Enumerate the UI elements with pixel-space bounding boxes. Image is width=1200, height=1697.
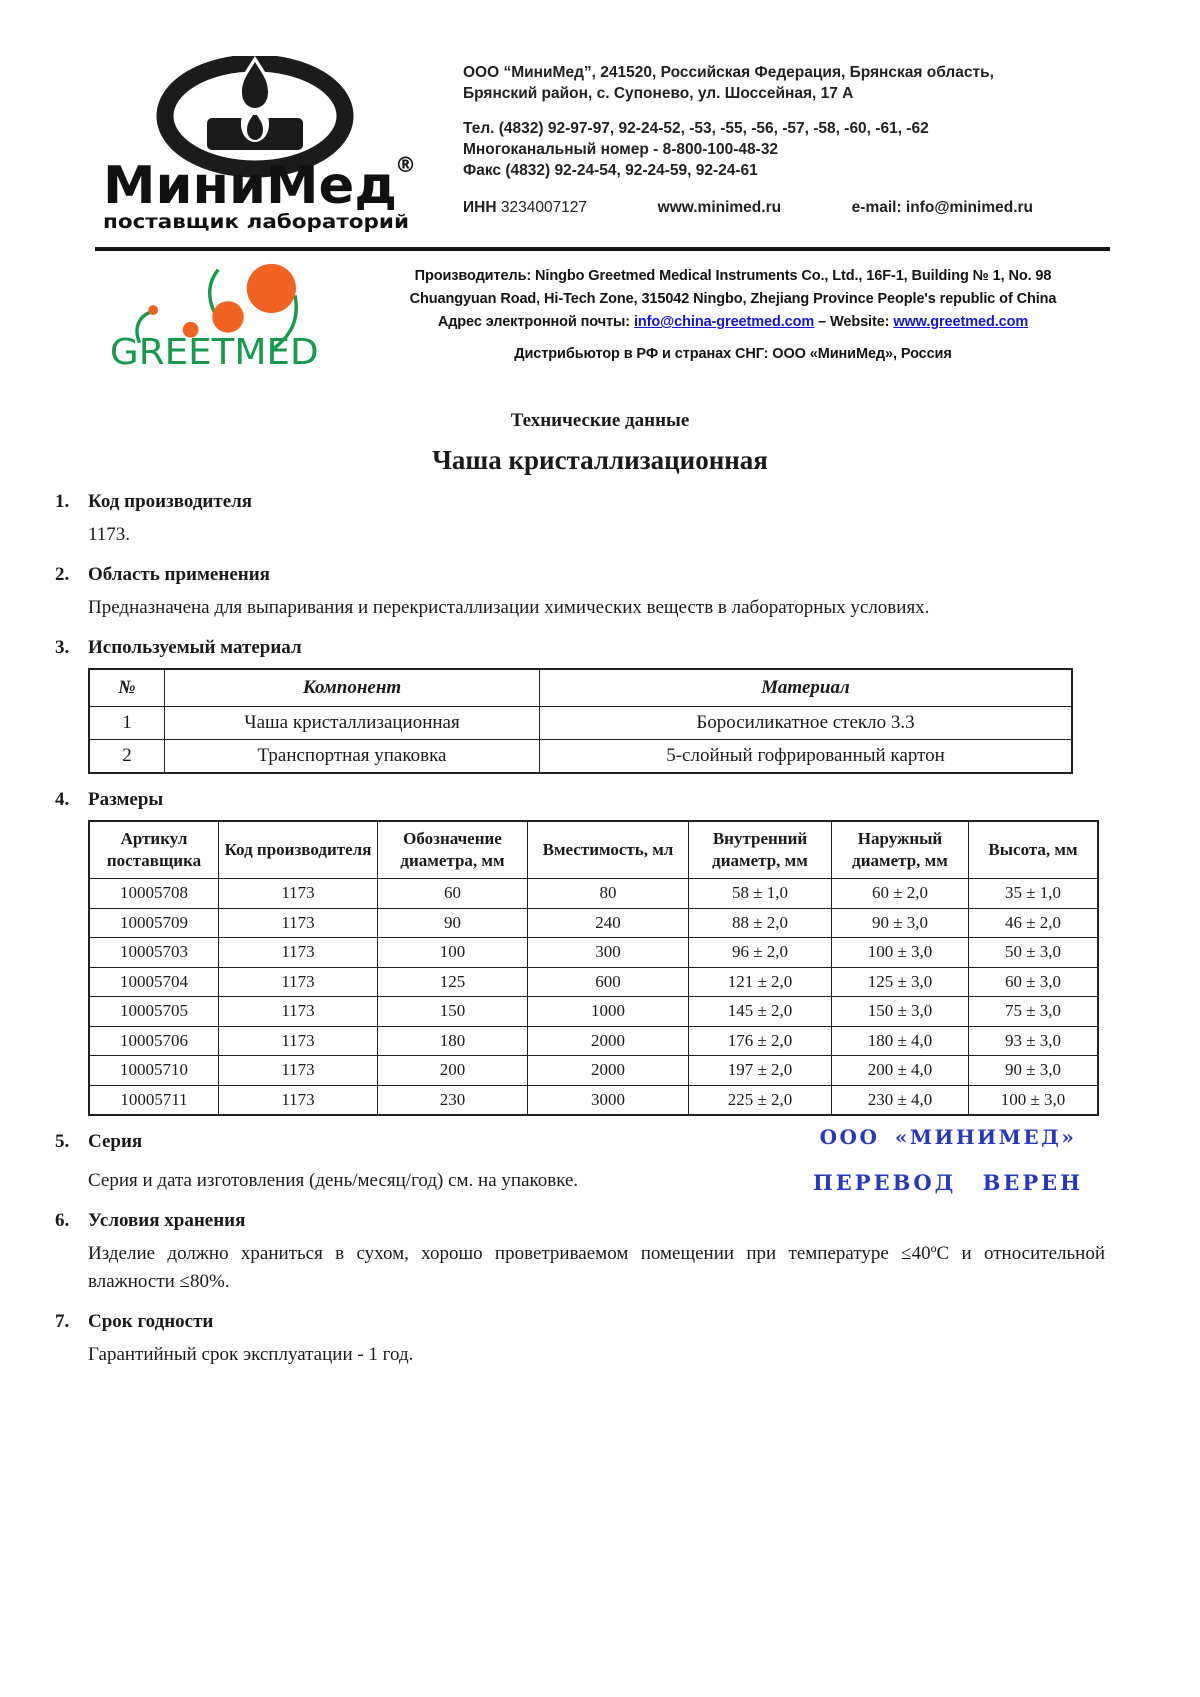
greetmed-logo: [102, 253, 358, 376]
phone-line: Тел. (4832) 92-97-97, 92-24-52, -53, -55, -56, -57, -58, -60, -61, -62: [463, 120, 929, 137]
table-row: [89, 938, 1098, 968]
manufacturer-line2: Chuangyuan Road, Hi-Tech Zone, 315042 Ningbo, Zhejiang Province People's republic of China: [409, 291, 1057, 307]
table-cell: 90 ± 3,0: [969, 1056, 1099, 1086]
minimed-logo: [95, 56, 417, 237]
section-number: 2.: [55, 564, 70, 585]
column-header: Высота, мм: [969, 821, 1099, 879]
table-cell: 1173: [219, 967, 378, 997]
greetmed-wordmark: GREETMED: [109, 332, 319, 371]
section-number: 6.: [55, 1210, 70, 1231]
table-cell: 80: [528, 879, 689, 909]
manufacturer-links-separator: – Website:: [814, 314, 894, 330]
section-heading: Используемый материал: [88, 637, 302, 658]
section-heading: Размеры: [88, 789, 164, 810]
table-cell: 60 ± 3,0: [969, 967, 1099, 997]
column-header: Внутренний диаметр, мм: [689, 821, 832, 879]
table-row: [89, 1056, 1098, 1086]
table-cell: 3000: [528, 1085, 689, 1115]
section-body: 1173.: [88, 524, 131, 545]
table-cell: Транспортная упаковка: [165, 740, 540, 774]
translation-stamp: [783, 1125, 1113, 1195]
table-header-row: [89, 821, 1098, 879]
company-address-line1: ООО “МиниМед”, 241520, Российская Федерация, Брянская область,: [463, 64, 994, 81]
manufacturer-email-label: Адрес электронной почты:: [437, 314, 634, 330]
table-cell: 90 ± 3,0: [832, 908, 969, 938]
multichannel-line: Многоканальный номер - 8-800-100-48-32: [463, 141, 779, 158]
page-title: Чаша кристаллизационная: [432, 445, 768, 475]
header: [0, 0, 1200, 237]
section-body: Серия и дата изготовления (день/месяц/год) см. на упаковке.: [88, 1170, 579, 1191]
section-heading: Условия хранения: [88, 1210, 246, 1231]
table-cell: 10005703: [89, 938, 219, 968]
table-cell: 1: [89, 707, 165, 740]
table-cell: 1000: [528, 997, 689, 1027]
table-cell: 60: [378, 879, 528, 909]
table-cell: 1173: [219, 938, 378, 968]
table-cell: 88 ± 2,0: [689, 908, 832, 938]
table-row: [89, 997, 1098, 1027]
table-header-row: [89, 669, 1072, 707]
stamp-company-line: ООО «МИНИМЕД»: [819, 1125, 1077, 1149]
table-cell: 35 ± 1,0: [969, 879, 1099, 909]
table-cell: 200: [378, 1056, 528, 1086]
table-cell: 1173: [219, 1056, 378, 1086]
materials-table: [88, 668, 1073, 774]
company-address-line2: Брянский район, с. Супонево, ул. Шоссейная, 17 А: [463, 85, 854, 102]
section-material: [55, 637, 1105, 774]
table-cell: 100 ± 3,0: [969, 1085, 1099, 1115]
section-series: [55, 1125, 1105, 1195]
table-row: [89, 740, 1072, 774]
inn-value: 3234007127: [500, 199, 588, 216]
manufacturer-email-link[interactable]: info@china-greetmed.com: [633, 314, 815, 330]
manufacturer-website-link[interactable]: www.greetmed.com: [893, 314, 1029, 330]
manufacturer-band: [102, 253, 1108, 376]
table-cell: 240: [528, 908, 689, 938]
table-cell: 1173: [219, 997, 378, 1027]
section-number: 1.: [55, 491, 70, 512]
section-body: Предназначена для выпаривания и перекристаллизации химических веществ в лабораторных условиях.: [88, 597, 930, 618]
section-number: 4.: [55, 789, 70, 810]
table-row: [89, 908, 1098, 938]
section-manufacturer-code: [55, 491, 1105, 549]
table-cell: 200 ± 4,0: [832, 1056, 969, 1086]
table-cell: 197 ± 2,0: [689, 1056, 832, 1086]
table-row: [89, 879, 1098, 909]
distributor-line: Дистрибьютор в РФ и странах СНГ: ООО «МиниМед», Россия: [514, 346, 952, 362]
document-subtitle: Технические данные: [510, 410, 690, 431]
table-cell: 121 ± 2,0: [689, 967, 832, 997]
table-cell: 75 ± 3,0: [969, 997, 1099, 1027]
section-application: [55, 564, 1105, 622]
minimed-wordmark: МиниМед: [103, 156, 397, 216]
email-text: e-mail: info@minimed.ru: [851, 199, 1033, 216]
table-row: [89, 967, 1098, 997]
website-text: www.minimed.ru: [657, 199, 782, 216]
table-cell: 1173: [219, 908, 378, 938]
header-divider: [95, 247, 1110, 251]
section-body: Гарантийный срок эксплуатации - 1 год.: [88, 1344, 414, 1365]
table-cell: 600: [528, 967, 689, 997]
table-cell: 100 ± 3,0: [832, 938, 969, 968]
table-cell: 10005710: [89, 1056, 219, 1086]
table-cell: 93 ± 3,0: [969, 1026, 1099, 1056]
manufacturer-info: [358, 253, 1108, 376]
table-cell: 2000: [528, 1026, 689, 1056]
table-cell: 2000: [528, 1056, 689, 1086]
header-contact-block: [463, 56, 1033, 237]
section-number: 3.: [55, 637, 70, 658]
column-header: №: [89, 669, 165, 707]
column-header: Обозначение диаметра, мм: [378, 821, 528, 879]
section-number: 7.: [55, 1311, 70, 1332]
fax-line: Факс (4832) 92-24-54, 92-24-59, 92-24-61: [463, 162, 758, 179]
table-cell: 60 ± 2,0: [832, 879, 969, 909]
sizes-table: [88, 820, 1099, 1116]
table-row: [89, 707, 1072, 740]
column-header: Вместимость, мл: [528, 821, 689, 879]
inn-label: ИНН: [463, 199, 497, 216]
column-header: Компонент: [165, 669, 540, 707]
table-cell: 300: [528, 938, 689, 968]
manufacturer-line1: Производитель: Ningbo Greetmed Medical Instruments Co., Ltd., 16F-1, Building № 1, No. 98: [414, 268, 1052, 284]
section-body: Изделие должно храниться в сухом, хорошо проветриваемом помещении при температуре ≤40ºС и относительной влажности ≤80%.: [88, 1243, 1105, 1292]
table-cell: 1173: [219, 1085, 378, 1115]
column-header: Наружный диаметр, мм: [832, 821, 969, 879]
table-cell: 1173: [219, 1026, 378, 1056]
table-cell: 150: [378, 997, 528, 1027]
table-row: [89, 1085, 1098, 1115]
greetmed-logo-icon: [102, 261, 358, 371]
table-cell: 50 ± 3,0: [969, 938, 1099, 968]
table-cell: 10005704: [89, 967, 219, 997]
table-cell: 180: [378, 1026, 528, 1056]
table-cell: 100: [378, 938, 528, 968]
table-cell: Чаша кристаллизационная: [165, 707, 540, 740]
table-cell: 10005709: [89, 908, 219, 938]
table-cell: 125: [378, 967, 528, 997]
section-heading: Область применения: [88, 564, 270, 585]
section-shelf-life: [55, 1311, 1105, 1369]
registered-mark-icon: ®: [395, 153, 416, 177]
table-cell: 230: [378, 1085, 528, 1115]
table-cell: 180 ± 4,0: [832, 1026, 969, 1056]
table-cell: 96 ± 2,0: [689, 938, 832, 968]
table-row: [89, 1026, 1098, 1056]
table-cell: 10005706: [89, 1026, 219, 1056]
table-cell: Боросиликатное стекло 3.3: [540, 707, 1073, 740]
table-cell: 10005711: [89, 1085, 219, 1115]
stamp-verified-line: ПЕРЕВОД ВЕРЕН: [812, 1170, 1084, 1195]
section-heading: Серия: [88, 1131, 143, 1152]
minimed-logo-icon: [95, 56, 417, 232]
section-sizes: [55, 789, 1105, 1116]
table-cell: 230 ± 4,0: [832, 1085, 969, 1115]
table-cell: 176 ± 2,0: [689, 1026, 832, 1056]
minimed-tagline: поставщик лабораторий: [103, 211, 409, 232]
table-cell: 90: [378, 908, 528, 938]
column-header: Код производителя: [219, 821, 378, 879]
section-heading: Код производителя: [88, 491, 253, 512]
table-cell: 5-слойный гофрированный картон: [540, 740, 1073, 774]
manufacturer-links-line: [358, 311, 1108, 334]
table-cell: 145 ± 2,0: [689, 997, 832, 1027]
table-cell: 225 ± 2,0: [689, 1085, 832, 1115]
table-cell: 125 ± 3,0: [832, 967, 969, 997]
section-heading: Срок годности: [88, 1311, 214, 1332]
table-cell: 10005708: [89, 879, 219, 909]
section-storage: [55, 1210, 1105, 1296]
table-cell: 10005705: [89, 997, 219, 1027]
table-cell: 2: [89, 740, 165, 774]
table-cell: 58 ± 1,0: [689, 879, 832, 909]
table-cell: 150 ± 3,0: [832, 997, 969, 1027]
table-cell: 1173: [219, 879, 378, 909]
column-header: Артикул поставщика: [89, 821, 219, 879]
table-cell: 46 ± 2,0: [969, 908, 1099, 938]
inn: [463, 197, 587, 218]
column-header: Материал: [540, 669, 1073, 707]
section-number: 5.: [55, 1131, 70, 1152]
